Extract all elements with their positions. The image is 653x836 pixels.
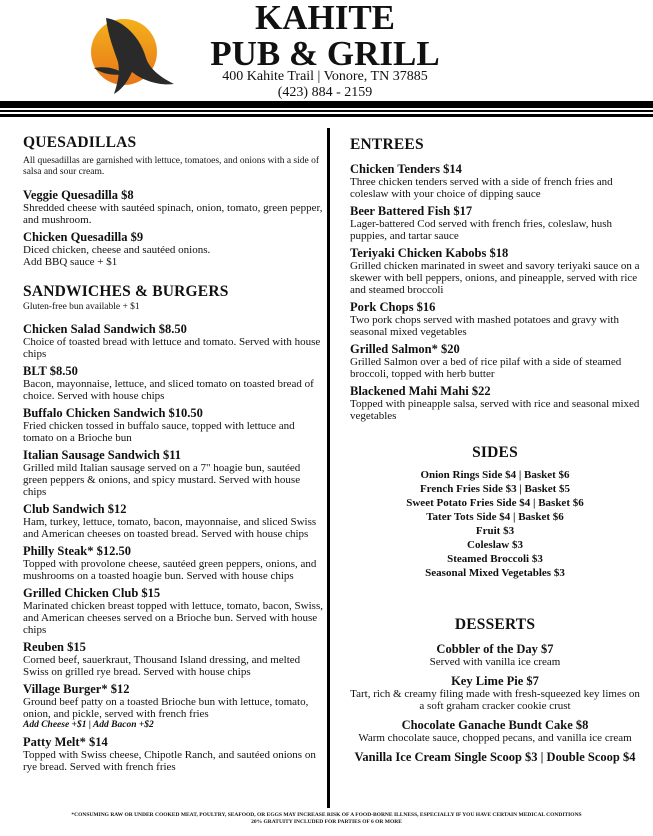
dessert-item [350, 750, 640, 764]
menu-item-desc: Three chicken tenders served with a side of french fries and coleslaw with your choice of dipping sauce [350, 176, 613, 200]
dessert-name: Cobbler of the Day $7 [436, 642, 554, 656]
menu-item-desc: Topped with pineapple salsa, served with rice and seasonal mixed vegetables [350, 398, 640, 422]
menu-item [23, 586, 323, 636]
menu-item-desc: Choice of toasted bread with lettuce and tomato. Served with house chips [23, 336, 321, 360]
menu-item [350, 162, 640, 200]
menu-item-desc: Grilled chicken marinated in sweet and savory teriyaki sauce on a skewer with bell peppers, onions, and pineapple, served with rice and steamed broccoli [350, 260, 640, 296]
menu-item-addon: Add BBQ sauce + $1 [23, 256, 118, 268]
menu-item [350, 204, 640, 242]
menu-item-desc: Marinated chicken breast topped with lettuce, tomato, bacon, Swiss, and American cheeses served on a Brioche bun. Served with house chips [23, 600, 323, 636]
menu-item-name: Philly Steak* $12.50 [23, 544, 131, 558]
menu-item-desc: Bacon, mayonnaise, lettuce, and sliced tomato on toasted bread of choice. Served with house chips [23, 378, 314, 402]
menu-item-desc: Grilled Salmon over a bed of rice pilaf with a side of steamed broccoli, topped with herb butter [350, 356, 622, 380]
side-item: Fruit $3 [475, 525, 515, 537]
dessert-name: Key Lime Pie $7 [451, 674, 539, 688]
side-item: Seasonal Mixed Vegetables $3 [425, 567, 565, 579]
section-note: All quesadillas are garnished with lettuce, tomatoes, and onions with a side of salsa and sour cream. [23, 156, 320, 177]
menu-item-desc: Fried chicken tossed in buffalo sauce, topped with lettuce and tomato on a Brioche bun [23, 420, 295, 444]
menu-item [23, 448, 323, 498]
menu-item [23, 230, 323, 268]
restaurant-phone: (423) 884 - 2159 [277, 85, 373, 100]
dessert-item [350, 642, 640, 668]
entrees-section [350, 136, 640, 422]
menu-footer-disclaimer [0, 812, 653, 826]
left-column [23, 134, 323, 773]
menu-item [350, 300, 640, 338]
menu-item-desc: Ham, turkey, lettuce, tomato, bacon, mayonnaise, and sliced Swiss and American cheeses on toasted bread. Served with house chips [23, 516, 317, 540]
section-title-sides: SIDES [472, 444, 518, 461]
column-divider [327, 128, 330, 808]
raw-food-warning: *CONSUMING RAW OR UNDER COOKED MEAT, POULTRY, SEAFOOD, OR EGGS MAY INCREASE RISK OF A FOOD-BORNE ILLNESS, ESPECIALLY IF YOU HAVE CERTAIN MEDICAL CONDITIONS [71, 812, 582, 818]
menu-item [23, 502, 323, 540]
menu-item [350, 246, 640, 296]
menu-item-desc: Ground beef patty on a toasted Brioche bun with lettuce, tomato, onion, and pickle, served with french fries [23, 696, 309, 720]
menu-item [23, 364, 323, 402]
menu-item-desc: Shredded cheese with sautéed spinach, onion, tomato, green pepper, and mushroom. [23, 202, 323, 226]
menu-item-name: Chicken Quesadilla $9 [23, 230, 144, 244]
dessert-name: Vanilla Ice Cream Single Scoop $3 | Double Scoop $4 [354, 750, 636, 764]
sides-section [350, 444, 640, 580]
header-divider-thick [0, 101, 653, 108]
section-title-desserts: DESSERTS [454, 616, 536, 633]
menu-item-name: Patty Melt* $14 [23, 735, 108, 749]
quesadillas-section [23, 134, 323, 268]
dessert-name: Chocolate Ganache Bundt Cake $8 [401, 718, 589, 732]
menu-item-name: Club Sandwich $12 [23, 502, 127, 516]
menu-item-addon: Add Cheese +$1 | Add Bacon +$2 [23, 720, 154, 730]
menu-item [23, 406, 323, 444]
menu-item-name: Grilled Salmon* $20 [350, 342, 460, 356]
dessert-desc: Tart, rich & creamy filing made with fresh-squeezed key limes on a soft graham cracker cookie crust [350, 688, 640, 712]
menu-item-name: Grilled Chicken Club $15 [23, 586, 161, 600]
menu-item-name: BLT $8.50 [23, 364, 78, 378]
restaurant-address: 400 Kahite Trail | Vonore, TN 37885 [222, 69, 428, 84]
section-note: Gluten-free bun available + $1 [23, 302, 140, 312]
header-divider-thin-2 [0, 114, 653, 117]
side-item: Tater Tots Side $4 | Basket $6 [426, 511, 564, 523]
menu-item-name: Beer Battered Fish $17 [350, 204, 473, 218]
dessert-item [350, 674, 640, 712]
menu-item-name: Teriyaki Chicken Kabobs $18 [350, 246, 509, 260]
right-column [350, 136, 640, 764]
side-item: Steamed Broccoli $3 [447, 553, 543, 565]
side-item: French Fries Side $3 | Basket $5 [419, 483, 571, 495]
section-title-quesadillas: QUESADILLAS [23, 134, 137, 151]
restaurant-name-line1: KAHITE [254, 0, 396, 37]
menu-item-desc: Diced chicken, cheese and sautéed onions. [23, 244, 211, 256]
sandwiches-section [23, 283, 323, 773]
menu-item-name: Reuben $15 [23, 640, 86, 654]
menu-item [23, 544, 323, 582]
menu-item [23, 640, 323, 678]
menu-item [350, 384, 640, 422]
section-title-sandwiches: SANDWICHES & BURGERS [23, 283, 229, 300]
menu-item [350, 342, 640, 380]
menu-item-name: Chicken Tenders $14 [350, 162, 462, 176]
menu-item [23, 322, 323, 360]
side-item: Sweet Potato Fries Side $4 | Basket $6 [406, 497, 584, 509]
gratuity-note: 20% GRATUITY INCLUDED FOR PARTIES OF 6 OR MORE [251, 819, 402, 825]
menu-item-desc: Topped with Swiss cheese, Chipotle Ranch, and sautéed onions on rye bread. Served with french fries [23, 749, 316, 773]
menu-item [23, 682, 323, 731]
dessert-desc: Served with vanilla ice cream [429, 656, 561, 668]
restaurant-name-line2: PUB & GRILL [210, 34, 440, 73]
header-divider-thin [0, 110, 653, 112]
menu-item-name: Pork Chops $16 [350, 300, 436, 314]
menu-item-desc: Corned beef, sauerkraut, Thousand Island dressing, and melted Swiss on grilled rye bread. Served with house chips [23, 654, 301, 678]
sun-bird-logo-icon [84, 6, 180, 98]
menu-item-desc: Lager-battered Cod served with french fries, coleslaw, hush puppies, and tartar sauce [350, 218, 613, 242]
menu-item-name: Italian Sausage Sandwich $11 [23, 448, 182, 462]
dessert-desc: Warm chocolate sauce, chopped pecans, and vanilla ice cream [358, 732, 632, 744]
dessert-item [350, 718, 640, 744]
menu-item-desc: Topped with provolone cheese, sautéed green peppers, onions, and mushrooms on a toasted hoagie bun. Served with house chips [23, 558, 317, 582]
menu-item-name: Buffalo Chicken Sandwich $10.50 [23, 406, 203, 420]
menu-item [23, 188, 323, 226]
desserts-section [350, 616, 640, 764]
menu-item-desc: Grilled mild Italian sausage served on a 7" hoagie bun, sautéed green peppers & onions, and spicy mustard. Served with house chips [23, 462, 301, 498]
side-item: Coleslaw $3 [467, 539, 523, 551]
section-title-entrees: ENTREES [350, 136, 424, 153]
menu-item [23, 735, 323, 773]
menu-item-name: Chicken Salad Sandwich $8.50 [23, 322, 187, 336]
menu-item-name: Veggie Quesadilla $8 [23, 188, 134, 202]
menu-item-desc: Two pork chops served with mashed potatoes and gravy with seasonal mixed vegetables [350, 314, 619, 338]
side-item: Onion Rings Side $4 | Basket $6 [420, 469, 570, 481]
menu-item-name: Blackened Mahi Mahi $22 [350, 384, 491, 398]
menu-item-name: Village Burger* $12 [23, 682, 130, 696]
